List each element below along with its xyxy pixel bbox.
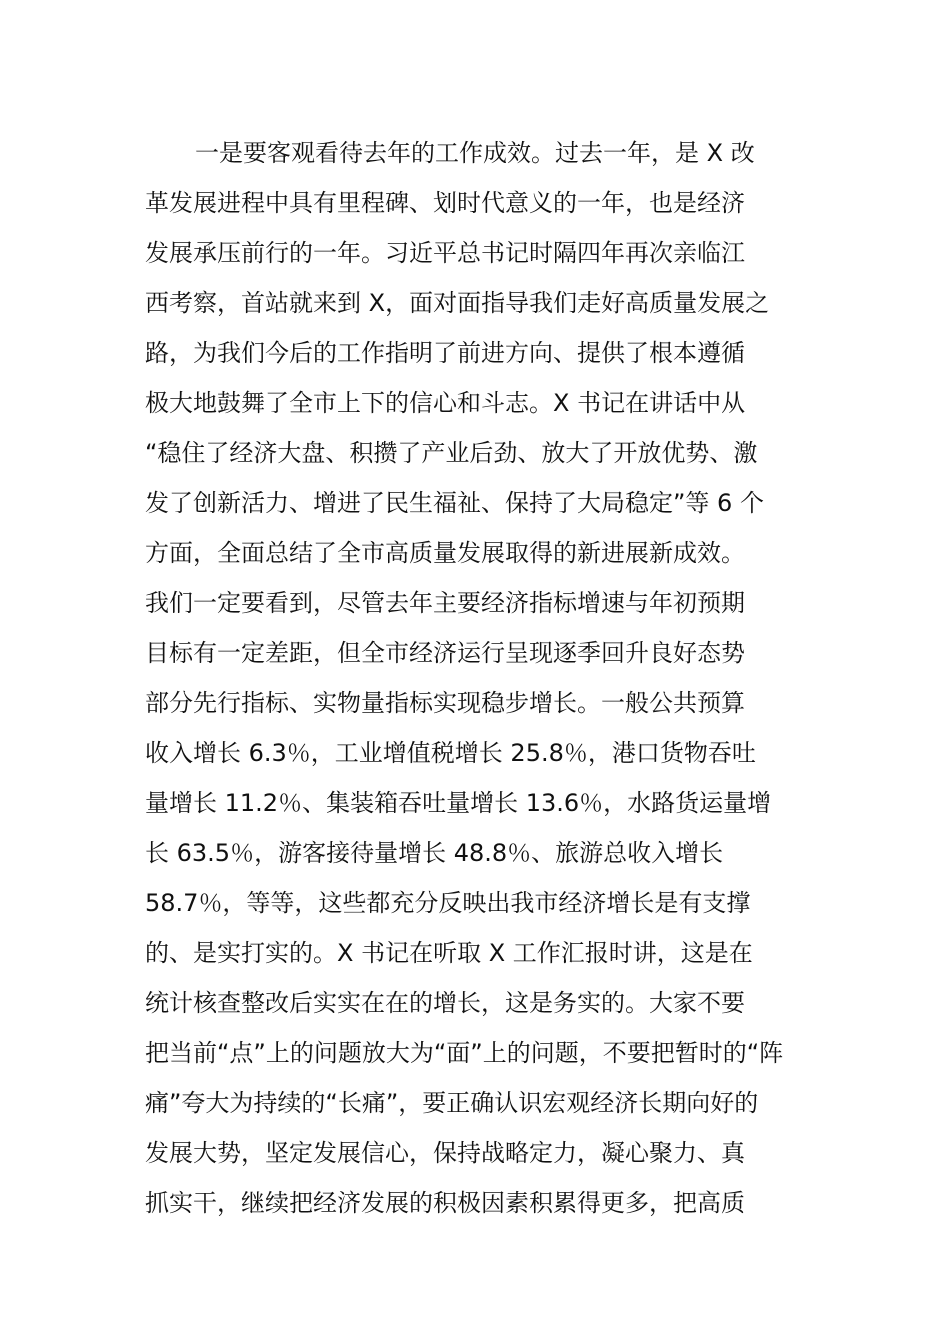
paragraph-line: 长 63.5％，游客接待量增长 48.8％、旅游总收入增长 bbox=[145, 839, 724, 867]
paragraph-line: 58.7％，等等，这些都充分反映出我市经济增长是有支撑 bbox=[145, 889, 751, 917]
paragraph-line: “稳住了经济大盘、积攒了产业后劲、放大了开放优势、激 bbox=[145, 439, 758, 467]
paragraph-line: 的、是实打实的。X 书记在听取 X 工作汇报时讲，这是在 bbox=[145, 939, 753, 967]
paragraph-line: 收入增长 6.3％，工业增值税增长 25.8％，港口货物吞吐 bbox=[145, 739, 756, 767]
body-paragraph bbox=[145, 128, 810, 1228]
paragraph-line: 西考察，首站就来到 X，面对面指导我们走好高质量发展之 bbox=[145, 289, 770, 317]
paragraph-line: 革发展进程中具有里程碑、划时代意义的一年，也是经济 bbox=[145, 189, 745, 217]
paragraph-line: 我们一定要看到，尽管去年主要经济指标增速与年初预期 bbox=[145, 589, 745, 617]
paragraph-line: 发了创新活力、增进了民生福祉、保持了大局稳定”等 6 个 bbox=[145, 489, 764, 517]
paragraph-line: 抓实干，继续把经济发展的积极因素积累得更多，把高质 bbox=[145, 1189, 745, 1217]
paragraph-line: 统计核查整改后实实在在的增长，这是务实的。大家不要 bbox=[145, 989, 745, 1017]
paragraph-line: 路，为我们今后的工作指明了前进方向、提供了根本遵循 bbox=[145, 339, 745, 367]
paragraph-line: 目标有一定差距，但全市经济运行呈现逐季回升良好态势 bbox=[145, 639, 745, 667]
paragraph-line: 部分先行指标、实物量指标实现稳步增长。一般公共预算 bbox=[145, 689, 745, 717]
paragraph-line: 极大地鼓舞了全市上下的信心和斗志。X 书记在讲话中从 bbox=[145, 389, 746, 417]
paragraph-line: 发展承压前行的一年。习近平总书记时隔四年再次亲临江 bbox=[145, 239, 745, 267]
paragraph-line: 量增长 11.2％、集装箱吞吐量增长 13.6％，水路货运量增 bbox=[145, 789, 772, 817]
paragraph-line: 痛”夸大为持续的“长痛”，要正确认识宏观经济长期向好的 bbox=[145, 1089, 759, 1117]
paragraph-line: 发展大势，坚定发展信心，保持战略定力，凝心聚力、真 bbox=[145, 1139, 745, 1167]
paragraph-line: 方面，全面总结了全市高质量发展取得的新进展新成效。 bbox=[145, 539, 745, 567]
paragraph-line: 把当前“点”上的问题放大为“面”上的问题，不要把暂时的“阵 bbox=[145, 1039, 784, 1067]
paragraph-line: 一是要客观看待去年的工作成效。过去一年，是 X 改 bbox=[195, 139, 755, 167]
